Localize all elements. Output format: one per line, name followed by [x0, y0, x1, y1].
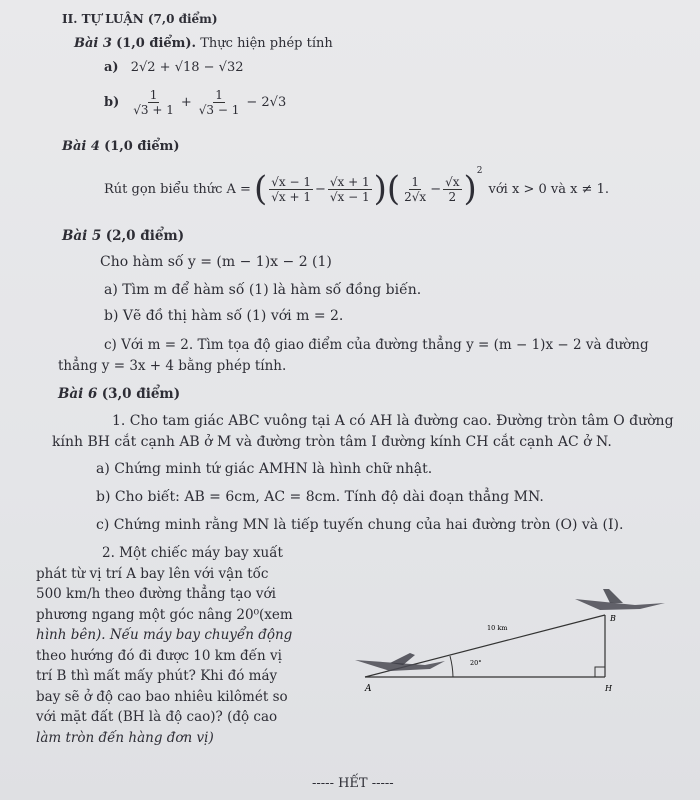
label-distance: 10 km [487, 624, 508, 632]
p2-line: phương ngang một góc nâng 20⁰(xem [36, 606, 293, 623]
bai6-p1-line1: 1. Cho tam giác ABC vuông tại A có AH là đường cao. Đường tròn tâm O đường [112, 413, 674, 429]
bai4-expression: Rút gọn biểu thức A = ( $\frac{√x - 1}{√x + 1}$ − $\frac{√x + 1}{√x - 1}$ )( $\frac{1}{2√x}$ − $\frac{√x}{2}$ ) $^2$ với x > 0 và x ≠ 1. [104, 166, 609, 209]
p2-line: theo hướng đó đi được 10 km đến vị [36, 647, 282, 664]
bai5-a: a) Tìm m để hàm số (1) là hàm số đồng biến. [104, 282, 422, 298]
p2-line: phát từ vị trí A bay lên với vận tốc [36, 565, 269, 582]
p2-line: trí B thì mất mấy phút? Khi đó máy [36, 668, 278, 684]
airplane-icon [355, 653, 445, 671]
p2-line: làm tròn đến hàng đơn vị) [36, 729, 214, 746]
bai5-intro: Cho hàm số y = (m − 1)x − 2 (1) [100, 254, 332, 270]
label-B: B [610, 614, 616, 623]
bai6-a: a) Chứng minh tứ giác AMHN là hình chữ nhật. [96, 461, 433, 477]
bai6-c: c) Chứng minh rằng MN là tiếp tuyến chung của hai đường tròn (O) và (I). [96, 517, 624, 533]
airplane-figure [335, 575, 695, 725]
angle-arc [450, 656, 453, 677]
p2-line: 500 km/h theo đường thẳng tạo với [36, 586, 276, 602]
bai6-heading: Bài 6 (3,0 điểm) [58, 386, 181, 402]
p2-line: 2. Một chiếc máy bay xuất [102, 545, 283, 561]
bai6-p1-line2: kính BH cắt cạnh AB ở M và đường tròn tâm I đường kính CH cắt cạnh AC ở N. [52, 434, 612, 450]
label-angle: 20° [470, 659, 482, 667]
bai3-a: a) 2√2 + √18 − √32 [104, 60, 244, 75]
right-angle-mark [595, 667, 605, 677]
bai5-c-line1: c) Với m = 2. Tìm tọa độ giao điểm của đường thẳng y = (m − 1)x − 2 và đường [104, 337, 649, 353]
p2-line: với mặt đất (BH là độ cao)? (độ cao [36, 709, 278, 725]
bai6-p2-text [36, 543, 326, 748]
bai5-heading: Bài 5 (2,0 điểm) [62, 228, 185, 244]
bai3-b: b) $\frac{1}{√3 + 1}$ + $\frac{1}{√3 - 1}$ − 2√3 [104, 88, 287, 117]
bai5-c-line2: thẳng y = 3x + 4 bằng phép tính. [58, 358, 287, 374]
label-H: H [605, 684, 612, 693]
bai6-b: b) Cho biết: AB = 6cm, AC = 8cm. Tính độ dài đoạn thẳng MN. [96, 489, 544, 505]
bai5-b: b) Vẽ đồ thị hàm số (1) với m = 2. [104, 308, 344, 324]
footer-end: ----- HẾT ----- [312, 776, 394, 791]
section-title: II. TỰ LUẬN (7,0 điểm) [62, 12, 218, 26]
label-A: A [365, 684, 372, 694]
p2-line: bay sẽ ở độ cao bao nhiêu kilômét so [36, 688, 288, 705]
bai3-heading: Bài 3 (1,0 điểm). Thực hiện phép tính [74, 36, 333, 51]
bai4-heading: Bài 4 (1,0 điểm) [62, 139, 180, 154]
airplane-icon [575, 589, 665, 610]
p2-line: hình bên). Nếu máy bay chuyển động [36, 627, 293, 643]
